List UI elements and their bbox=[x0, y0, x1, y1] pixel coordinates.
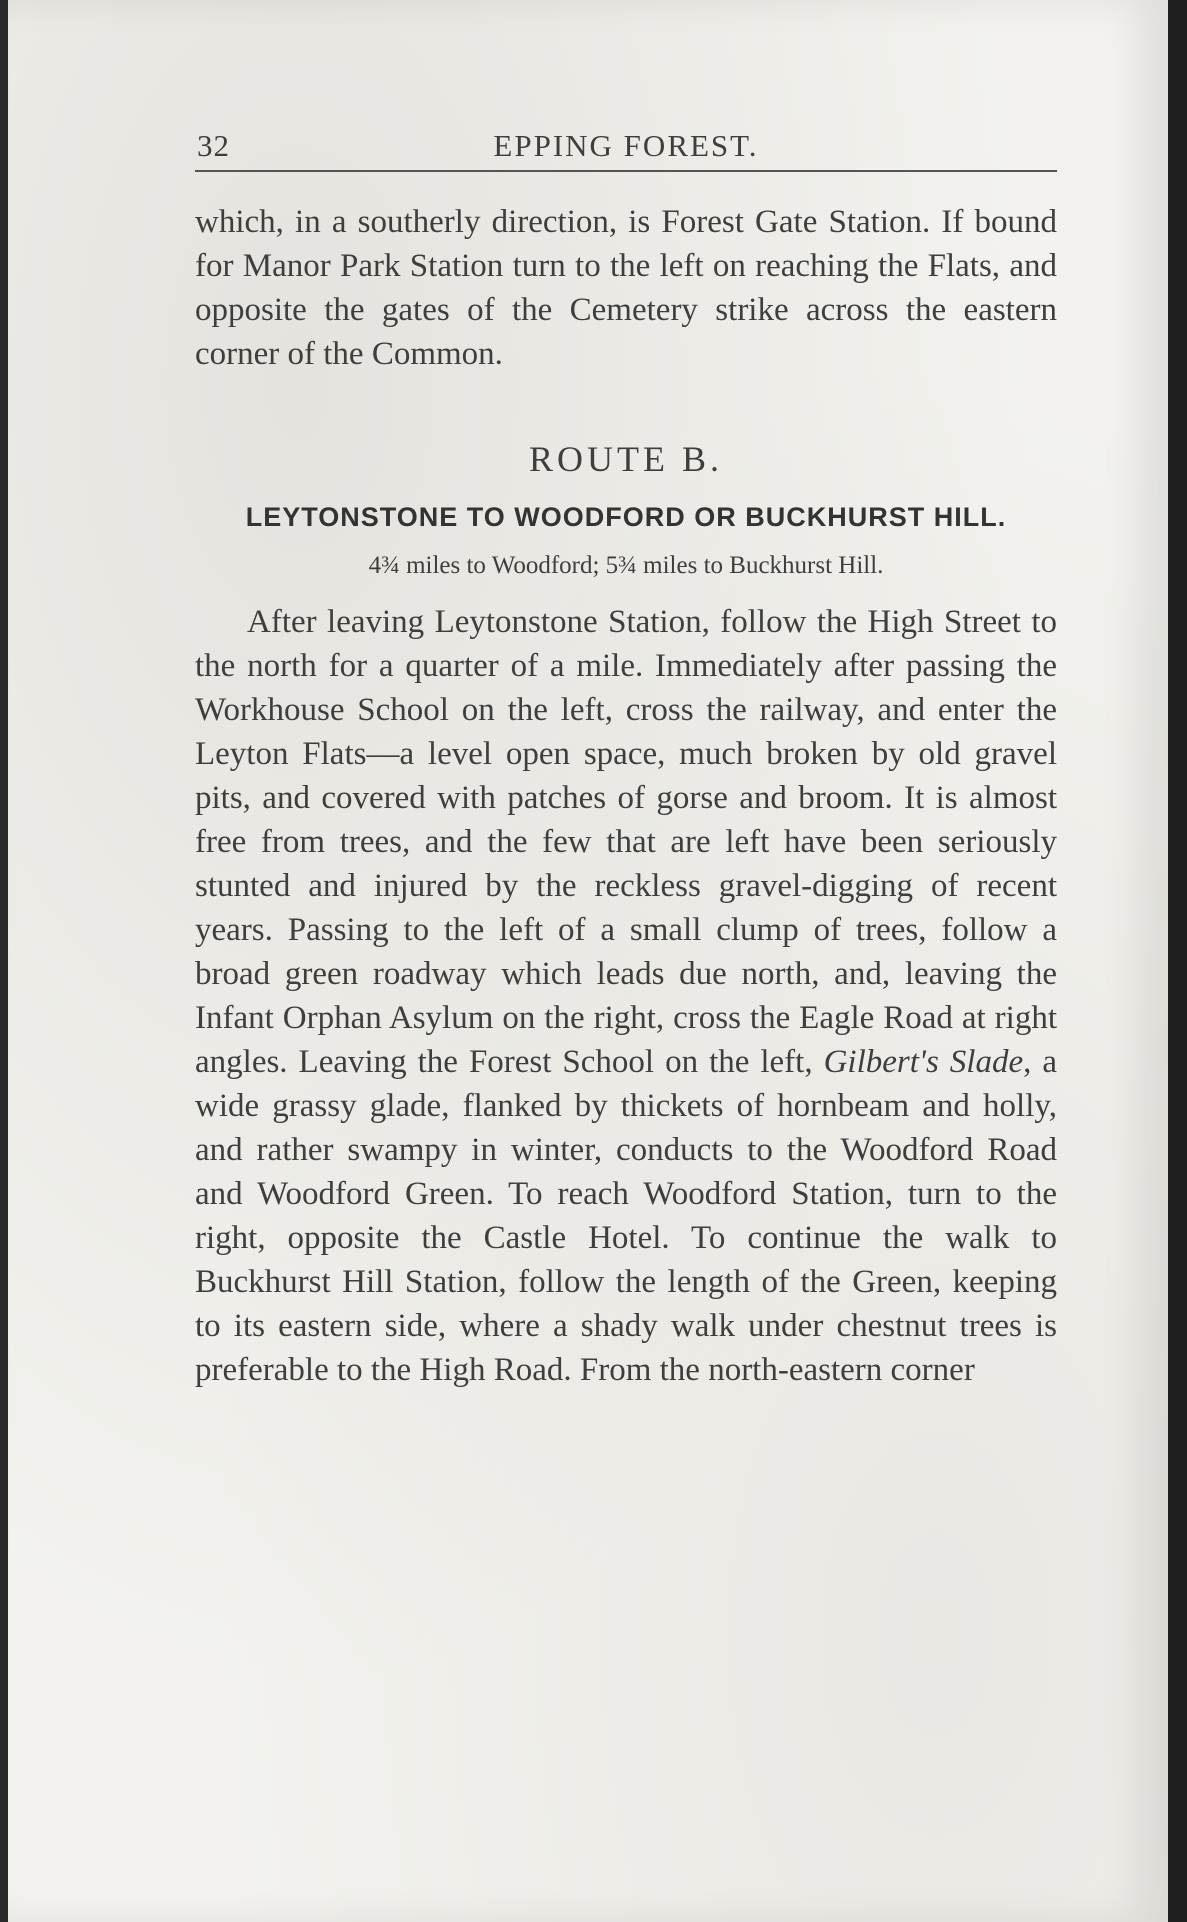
page-header bbox=[195, 110, 1057, 163]
route-heading: ROUTE B. bbox=[529, 439, 723, 479]
place-name-italic: Gilbert's Slade bbox=[823, 1044, 1024, 1080]
paragraph-text-part2: , a wide grassy glade, flanked by thickets of hornbeam and holly, and rather swampy in winter, conducts to the Woodford Road and Woodford Green. To reach Woodford Station, turn to the right, opposite the Castle Hotel. To continue the walk to Buckhurst Hill Station, follow the length of the Green, keeping to its eastern side, where a shady walk under chestnut trees is preferable to the High Road. From the north-eastern corner bbox=[195, 1044, 1057, 1388]
scan-dark-edge bbox=[1168, 0, 1187, 1922]
route-distance: 4¾ miles to Woodford; 5¾ miles to Buckhurst Hill. bbox=[368, 552, 884, 579]
book-page bbox=[8, 0, 1168, 1922]
running-title: EPPING FOREST. bbox=[493, 128, 759, 163]
paragraph-continuation: which, in a southerly direction, is Forest Gate Station. If bound for Manor Park Station turn to the left on reaching the Flats, and opposite the gates of the Cemetery strike across the eastern corner of the Common. bbox=[195, 204, 1057, 372]
header-rule bbox=[195, 170, 1057, 172]
page-number: 32 bbox=[197, 128, 230, 163]
route-description-paragraph bbox=[195, 600, 1057, 1392]
page-text-block bbox=[195, 110, 1057, 1392]
route-subheading: LEYTONSTONE TO WOODFORD OR BUCKHURST HILL. bbox=[245, 502, 1007, 532]
paragraph-text-part1: After leaving Leytonstone Station, follow the High Street to the north for a quarter of a mile. Immediately after passing the Workhouse School on the left, cross the railway, and enter the Leyton Flats—a level open space, much broken by old gravel pits, and covered with patches of gorse and broom. It is almost free from trees, and the few that are left have been seriously stunted and injured by the reckless gravel-digging of recent years. Passing to the left of a small clump of trees, follow a broad green roadway which leads due north, and, leaving the Infant Orphan Asylum on the right, cross the Eagle Road at right angles. Leaving the Forest School on the left, bbox=[195, 604, 1057, 1080]
